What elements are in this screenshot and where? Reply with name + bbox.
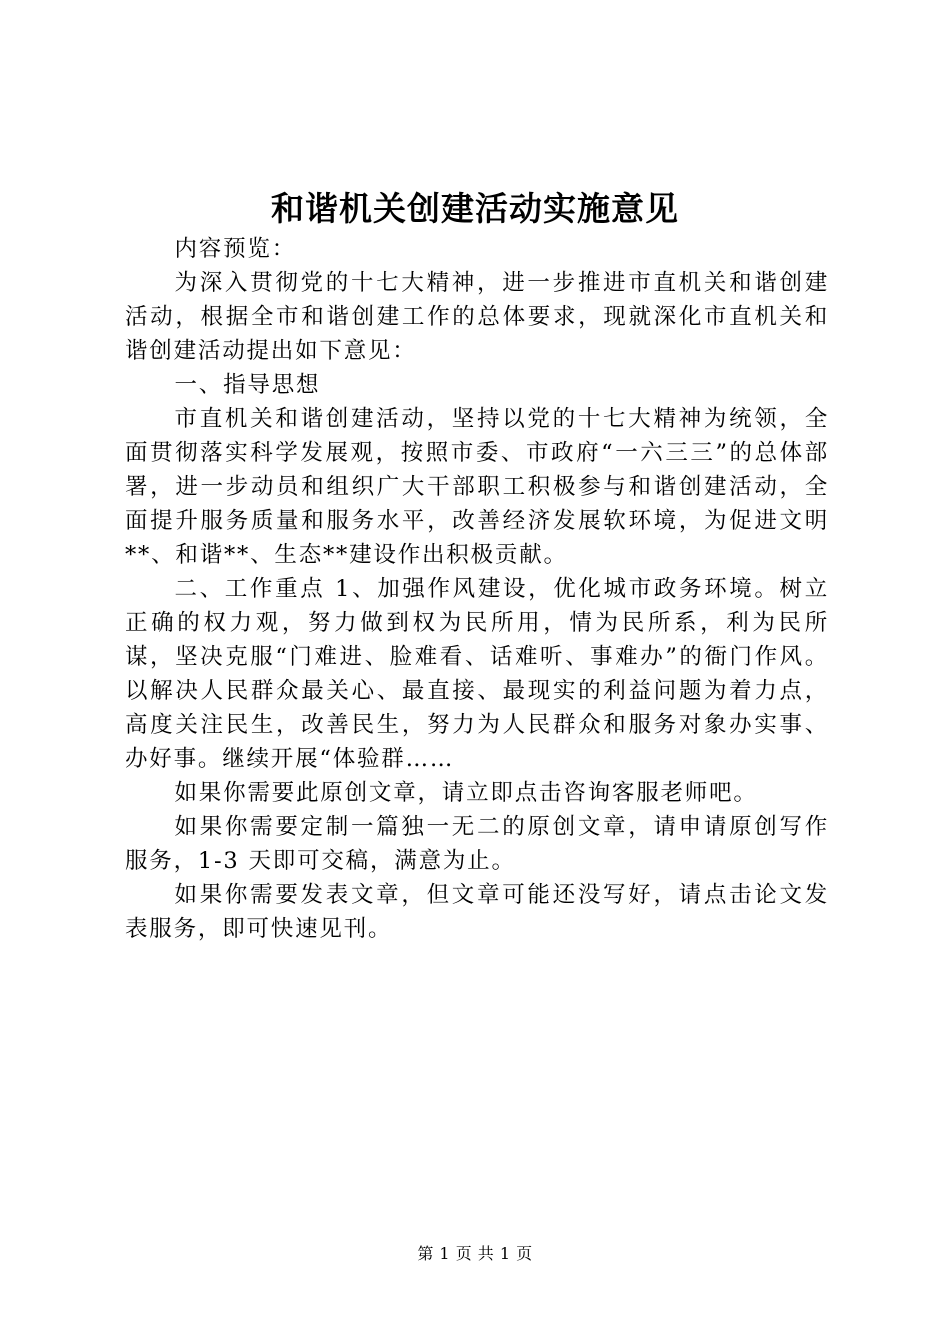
paragraph-preview-label: 内容预览： <box>174 236 297 262</box>
paragraph-intro: 为深入贯彻党的十七大精神，进一步推进市直机关和谐创建活动，根据全市和谐创建工作的总体要求，现就深化市直机关和谐创建活动提出如下意见： <box>125 270 829 364</box>
document-body <box>125 232 829 946</box>
section-heading-guiding-thought: 一、指导思想 <box>174 372 321 398</box>
page-number-footer: 第 1 页 共 1 页 <box>417 1244 533 1263</box>
document-title: 和谐机关创建活动实施意见 <box>271 189 679 228</box>
paragraph-guiding-thought: 市直机关和谐创建活动，坚持以党的十七大精神为统领，全面贯彻落实科学发展观，按照市委、市政府“一六三三”的总体部署，进一步动员和组织广大干部职工积极参与和谐创建活动，全面提升服务质量和服务水平，改善经济发展软环境，为促进文明**、和谐**、生态**建设作出积极贡献。 <box>125 406 829 568</box>
paragraph-work-focus: 二、工作重点 1、加强作风建设，优化城市政务环境。树立正确的权力观，努力做到权为民所用，情为民所系，利为民所谋，坚决克服“门难进、脸难看、话难听、事难办”的衙门作风。以解决人民群众最关心、最直接、最现实的利益问题为着力点，高度关注民生，改善民生，努力为人民群众和服务对象办实事、办好事。继续开展“体验群…… <box>125 576 829 772</box>
paragraph-publishing-service: 如果你需要发表文章，但文章可能还没写好，请点击论文发表服务，即可快速见刊。 <box>125 882 829 942</box>
paragraph-custom-writing: 如果你需要定制一篇独一无二的原创文章，请申请原创写作服务，1-3 天即可交稿，满意为止。 <box>125 814 829 874</box>
paragraph-contact-service: 如果你需要此原创文章，请立即点击咨询客服老师吧。 <box>174 780 758 806</box>
